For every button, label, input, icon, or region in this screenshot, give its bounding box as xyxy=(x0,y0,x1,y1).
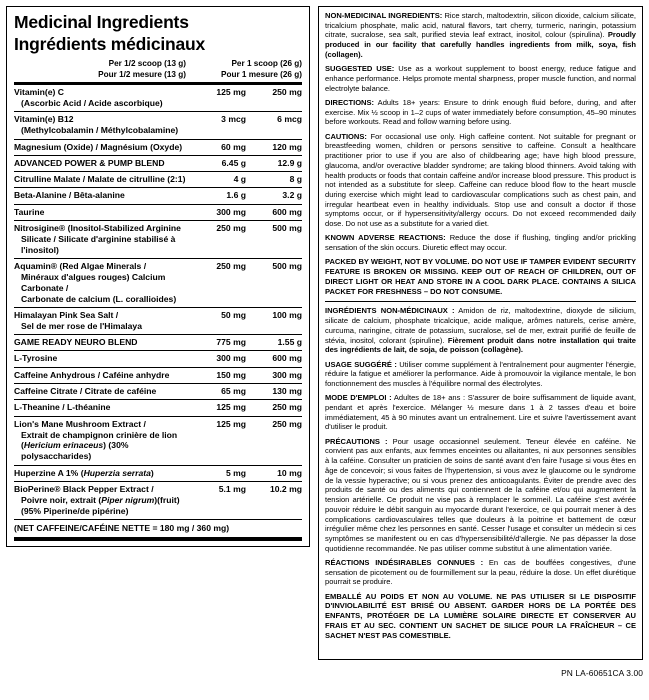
serving-size-header xyxy=(14,59,302,80)
part-number: PN LA-60651CA 3.00 xyxy=(561,668,643,678)
ingredient-name: ADVANCED POWER & PUMP BLEND xyxy=(14,155,188,171)
adverse-label-en: KNOWN ADVERSE REACTIONS: xyxy=(325,233,446,243)
ingredient-name: L-Tyrosine xyxy=(14,351,188,367)
ingredient-name: BioPerine® Black Pepper Extract / Poivre noir, extrait (Piper nigrum)(fruit) (95% Piperine/de pipérine) xyxy=(14,481,188,518)
table-row xyxy=(14,112,302,139)
information-panel xyxy=(318,6,643,660)
adverse-body-fr: En cas de bouffées congestives, d'une sensation de picotement ou de fourmillement sur la peau, réduire la dose. Un effet diurétique pourrait se produire. xyxy=(325,557,636,587)
cautions-en xyxy=(325,132,636,229)
ingredient-amount-full-scoop: 130 mg xyxy=(246,384,302,400)
table-row xyxy=(14,307,302,334)
ingredient-amount-full-scoop: 250 mg xyxy=(246,84,302,112)
non-medicinal-body-fr: Amidon de riz, maltodextrine, dioxyde de silicium, silicate de calcium, phosphate tricalcique, acide malique, arômes naturels, cerise amère, curcuma, naringine, citrate de potassium, sucralose, sel de mer, extrait purifié de feuille de stévia, inositol, colorant (spiruline). xyxy=(325,306,636,345)
table-row xyxy=(14,172,302,188)
adverse-label-fr: RÉACTIONS INDÉSIRABLES CONNUES : xyxy=(325,557,484,567)
ingredient-name: Caffeine Citrate / Citrate de caféine xyxy=(14,384,188,400)
ingredient-amount-half-scoop: 125 mg xyxy=(188,400,246,416)
table-row xyxy=(14,400,302,416)
ingredient-amount-half-scoop: 65 mg xyxy=(188,384,246,400)
directions-en xyxy=(325,98,636,127)
non-medicinal-label-fr: INGRÉDIENTS NON-MÉDICINAUX : xyxy=(325,306,455,316)
ingredient-amount-half-scoop: 3 mcg xyxy=(188,112,246,139)
table-row xyxy=(14,416,302,465)
table-row xyxy=(14,84,302,112)
table-row xyxy=(14,384,302,400)
suggested-use-fr xyxy=(325,360,636,389)
ingredient-amount-full-scoop: 300 mg xyxy=(246,367,302,383)
ingredient-name: Magnesium (Oxide) / Magnésium (Oxyde) xyxy=(14,139,188,155)
ingredient-name: L-Theanine / L-théanine xyxy=(14,400,188,416)
table-row xyxy=(14,335,302,351)
precautions-fr xyxy=(325,437,636,554)
suggested-use-body-fr: Utiliser comme supplément à l'entraînement pour augmenter l'énergie, réduire la fatigue et améliorer la performance. Aide à promouvoir la vigilance mentale, le bon fonctionnement des muscles à l'équilibre normal des électrolytes. xyxy=(325,359,636,388)
directions-label-en: DIRECTIONS: xyxy=(325,97,375,107)
table-row xyxy=(14,351,302,367)
table-row xyxy=(14,188,302,204)
medicinal-ingredients-panel xyxy=(6,6,310,547)
ingredient-amount-full-scoop: 12.9 g xyxy=(246,155,302,171)
ingredient-name: Huperzine A 1% (Huperzia serrata) xyxy=(14,465,188,481)
suggested-use-label-en: SUGGESTED USE: xyxy=(325,64,395,74)
table-row xyxy=(14,221,302,259)
non-medicinal-ingredients-en xyxy=(325,11,636,60)
ingredient-amount-full-scoop: 10.2 mg xyxy=(246,481,302,518)
ingredient-amount-full-scoop: 500 mg xyxy=(246,221,302,259)
cautions-label-en: CAUTIONS: xyxy=(325,131,367,141)
table-row xyxy=(14,465,302,481)
non-medicinal-body-en: Rice starch, maltodextrin, silicon dioxide, calcium silicate, tricalcium phosphate, malic acid, natural flavors, tart cherry, turmeric, naringin, potassium citrate, sucralose, sea salt, purified stevia leaf extract, inositol, colour (spirulina). xyxy=(325,11,636,40)
ingredient-name: GAME READY NEURO BLEND xyxy=(14,335,188,351)
table-row xyxy=(14,139,302,155)
panel-title-fr: Ingrédients médicinaux xyxy=(14,33,206,54)
non-medicinal-label-en: NON-MEDICINAL INGREDIENTS: xyxy=(325,11,443,20)
directions-fr xyxy=(325,393,636,432)
serving-col2-fr: Pour 1 mesure (26 g) xyxy=(221,69,302,79)
ingredient-amount-full-scoop: 600 mg xyxy=(246,351,302,367)
ingredient-name: Beta-Alanine / Bêta-alanine xyxy=(14,188,188,204)
ingredient-name: Lion's Mane Mushroom Extract / Extrait de champignon crinière de lion (Hericium erinaceus) (30% polysaccharides) xyxy=(14,416,188,465)
ingredient-amount-full-scoop: 120 mg xyxy=(246,139,302,155)
ingredient-name: Vitamin(e) B12 (Methylcobalamin / Méthylcobalamine) xyxy=(14,112,188,139)
language-divider xyxy=(325,301,636,302)
packed-by-weight-fr: EMBALLÉ AU POIDS ET NON AU VOLUME. NE PAS UTILISER SI LE DISPOSITIF D'INVIOLABILITÉ EST BRISÉ OU ABSENT. GARDER HORS DE LA PORTÉE DES ENFANTS, PROTÉGER DE LA LUMIÈRE SOLAIRE DIRECTE ET CONSERVER AU FRAIS ET AU SEC. CONTIENT UN SACHET DE SILICE POUR LA FRAÎCHEUR – CE SACHET N'EST PAS COMESTIBLE. xyxy=(325,591,636,640)
table-row xyxy=(14,367,302,383)
adverse-reactions-fr xyxy=(325,558,636,587)
table-row xyxy=(14,259,302,308)
panel-title-en: Medicinal Ingredients xyxy=(14,12,189,32)
table-row xyxy=(14,481,302,518)
non-medicinal-ingredients-fr xyxy=(325,306,636,355)
serving-col2-en: Per 1 scoop (26 g) xyxy=(231,59,302,69)
ingredient-amount-half-scoop: 250 mg xyxy=(188,259,246,308)
table-row xyxy=(14,155,302,171)
ingredient-amount-half-scoop: 300 mg xyxy=(188,351,246,367)
ingredient-amount-half-scoop: 5 mg xyxy=(188,465,246,481)
table-bottom-rule xyxy=(14,537,302,541)
packed-by-weight-en: PACKED BY WEIGHT, NOT BY VOLUME. DO NOT USE IF TAMPER EVIDENT SECURITY FEATURE IS BROKEN OR MISSING. KEEP OUT OF REACH OF CHILDREN, OUT OF DIRECT LIGHT OR HEAT AND STORE IN A COOL DARK PLACE. CONTAINS A SILICA PACKET FOR FRESHNESS – DO NOT CONSUME. xyxy=(325,257,636,296)
ingredient-name: Taurine xyxy=(14,204,188,220)
ingredient-amount-half-scoop: 4 g xyxy=(188,172,246,188)
ingredient-name: Vitamin(e) C (Ascorbic Acid / Acide ascorbique) xyxy=(14,84,188,112)
adverse-body-en: Reduce the dose if flushing, tingling and/or prickling sensation of the skin occurs. Diuretic effect may occur. xyxy=(325,233,636,253)
ingredient-amount-half-scoop: 250 mg xyxy=(188,221,246,259)
precautions-body-fr: Pour usage occasionnel seulement. Teneur élevée en caféine. Ne convient pas aux enfants, aux femmes enceintes ou allaitantes, ni aux personnes sensibles à la caféine. Consulter un praticien de soins de santé avant d'en faire l'usage si vous êtes en âge de concevoir; si vous faites de l'hypertension, si vous avez le glaucome ou le syndrome de la vessie hyperactive; ou si vous prenez des anticoagulants. Éviter de prendre avec des produits de santé ou des aliments qui contiennent de la caféine et/ou qui augmentent la tension artérielle. Ce produit ne vise pas à remplacer le sommeil. La caféine s'est avérée pouvoir réduire le débit sanguin au myocarde durant l'exercice, ce qui pourrait mener à des complications cardiovasculaires telles que douleurs à la poitrine et battement de cœur irrégulier même chez les personnes en santé. Cesser l'usage et consulter un médecin si ces symptômes se manifestent ou en cas d'hypersensibilité/d'allergie. Ne pas dépasser la dose quotidienne recommandée. Ne pas utiliser comme substitut à une alimentation variée. xyxy=(325,436,636,553)
serving-col1-en: Per 1/2 scoop (13 g) xyxy=(108,59,186,69)
suggested-use-body-en: Use as a workout supplement to boost energy, reduce fatigue and enhance performance. Helps promote mental sharpness, proper muscle function, and normal electrolyte balance. xyxy=(325,64,636,93)
ingredient-amount-full-scoop: 10 mg xyxy=(246,465,302,481)
ingredient-amount-half-scoop: 125 mg xyxy=(188,84,246,112)
ingredient-name: Caffeine Anhydrous / Caféine anhydre xyxy=(14,367,188,383)
non-medicinal-facility-en: Proudly produced in our facility that carefully handles ingredients from milk, soya, fish (collagen). xyxy=(325,30,636,59)
ingredient-amount-full-scoop: 500 mg xyxy=(246,259,302,308)
directions-body-en: Adults 18+ years: Ensure to drink enough fluid before, during, and after exercise. Mix ½ scoop in 1–2 cups of water immediately before consumption, 45–90 minutes before workouts. Read and follow warning before using. xyxy=(325,97,636,127)
suggested-use-label-fr: USAGE SUGGÉRÉ : xyxy=(325,359,397,369)
ingredient-amount-half-scoop: 5.1 mg xyxy=(188,481,246,518)
ingredients-table xyxy=(14,82,302,519)
suggested-use-en xyxy=(325,64,636,93)
ingredient-amount-half-scoop: 125 mg xyxy=(188,416,246,465)
ingredient-amount-full-scoop: 250 mg xyxy=(246,416,302,465)
directions-body-fr: Adultes de 18+ ans : S'assurer de boire suffisamment de liquide avant, pendant et après l'exercice. Mélanger ½ mesure dans 1 à 2 tasses d'eau et boire immédiatement, 45 à 90 minutes avant un entraînement. Lire et suivre l'avertissement avant d'utiliser le produit. xyxy=(325,393,636,432)
ingredient-name: Citrulline Malate / Malate de citrulline (2:1) xyxy=(14,172,188,188)
directions-label-fr: MODE D'EMPLOI : xyxy=(325,393,392,403)
ingredient-name: Himalayan Pink Sea Salt / Sel de mer rose de l'Himalaya xyxy=(14,307,188,334)
ingredient-amount-half-scoop: 60 mg xyxy=(188,139,246,155)
serving-col1-fr: Pour 1/2 mesure (13 g) xyxy=(98,69,186,79)
ingredient-amount-full-scoop: 6 mcg xyxy=(246,112,302,139)
ingredient-amount-full-scoop: 3.2 g xyxy=(246,188,302,204)
ingredient-amount-full-scoop: 8 g xyxy=(246,172,302,188)
ingredient-amount-half-scoop: 6.45 g xyxy=(188,155,246,171)
net-caffeine-row: (NET CAFFEINE/CAFÉINE NETTE = 180 mg / 360 mg) xyxy=(14,519,302,535)
ingredient-name: Nitrosigine® (Inositol-Stabilized Arginine Silicate / Silicate d'arginine stabilisé à l'inositol) xyxy=(14,221,188,259)
table-row xyxy=(14,204,302,220)
cautions-body-en: For occasional use only. High caffeine content. Not suitable for pregnant or breastfeeding women, children or persons sensitive to caffeine. Consult a healthcare practitioner prior to use if you are also of childbearing age; have high blood pressure, glaucoma, and/or overactive bladder syndrome; are taking blood thinners. Avoid taking with health products or foods that contain caffeine and/or increase blood pressure. This product is not intended as a substitute for sleep. Caffeine can reduce blood flow to the heart muscle during exercise which might lead to cardiovascular complications such as chest pain, and irregular heartbeat even in healthy individuals. Stop use and consult a doctor if those symptoms occur, or if hypersensitivity/allergy occurs. Do not exceed recommended daily dose. Do not use as a substitute for a varied diet. xyxy=(325,131,636,229)
ingredient-amount-half-scoop: 300 mg xyxy=(188,204,246,220)
ingredient-amount-full-scoop: 600 mg xyxy=(246,204,302,220)
ingredient-amount-half-scoop: 150 mg xyxy=(188,367,246,383)
ingredient-amount-half-scoop: 50 mg xyxy=(188,307,246,334)
ingredient-amount-half-scoop: 775 mg xyxy=(188,335,246,351)
ingredient-amount-full-scoop: 100 mg xyxy=(246,307,302,334)
adverse-reactions-en xyxy=(325,233,636,252)
ingredient-amount-full-scoop: 1.55 g xyxy=(246,335,302,351)
precautions-label-fr: PRÉCAUTIONS : xyxy=(325,436,388,446)
ingredient-amount-full-scoop: 250 mg xyxy=(246,400,302,416)
ingredient-name: Aquamin® (Red Algae Minerals / Minéraux d'algues rouges) Calcium Carbonate / Carbonate de calcium (L. corallioides) xyxy=(14,259,188,308)
ingredient-amount-half-scoop: 1.6 g xyxy=(188,188,246,204)
non-medicinal-facility-fr: Fièrement produit dans notre installation qui traite des ingrédients de lait, de soja, de poisson (collagène). xyxy=(325,335,636,355)
